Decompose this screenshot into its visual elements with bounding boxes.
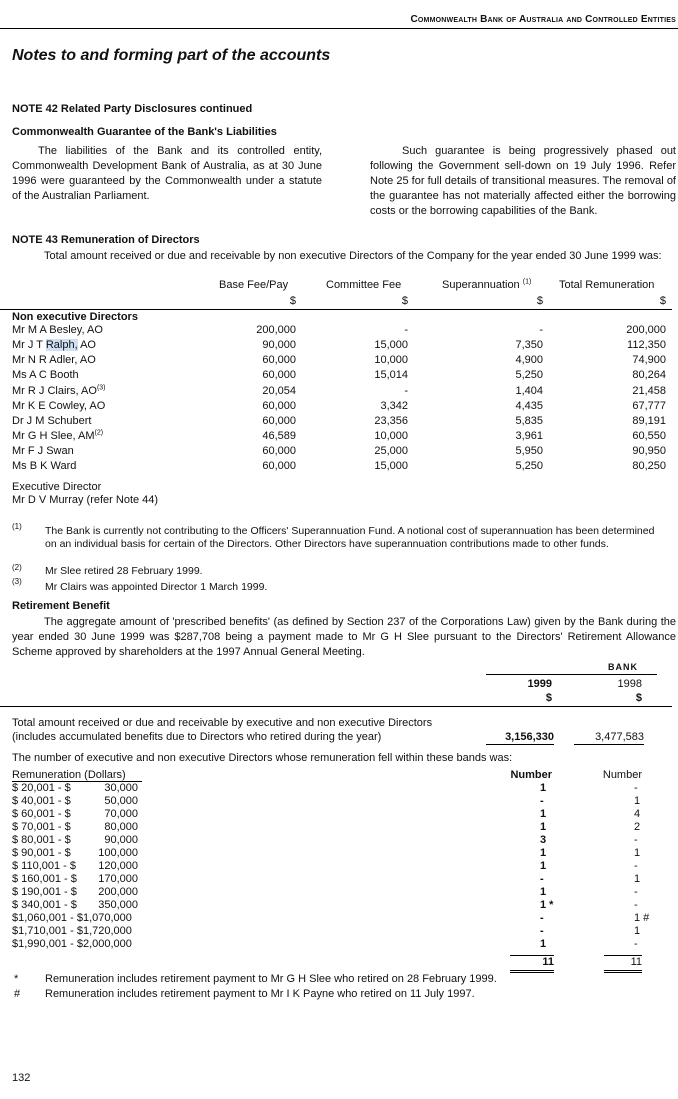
band-count-1999: 1 bbox=[540, 808, 547, 820]
director-row bbox=[0, 353, 678, 368]
band-range-from: $ 20,001 - $ bbox=[12, 782, 71, 794]
band-range-from: $ 160,001 - $ bbox=[12, 873, 77, 885]
director-row bbox=[0, 429, 678, 444]
band-range-to: 70,000 bbox=[104, 808, 138, 820]
band-range-from: $ 110,001 - $ bbox=[12, 860, 77, 872]
director-row bbox=[0, 414, 678, 429]
director-total: 21,458 bbox=[632, 384, 666, 397]
director-name-text: Mr F J Swan bbox=[12, 445, 74, 458]
bands-intro: The number of executive and non executive Directors whose remuneration fell within these bands was: bbox=[12, 752, 513, 764]
director-name bbox=[12, 338, 96, 353]
col-superannuation bbox=[442, 278, 531, 293]
director-base: 60,000 bbox=[262, 354, 296, 367]
band-count-1998: 1 bbox=[634, 847, 641, 859]
director-committee: 15,014 bbox=[374, 369, 408, 382]
director-name-text: Ms A C Booth bbox=[12, 369, 79, 382]
header-rule bbox=[0, 28, 678, 29]
director-name-text: Mr R J Clairs, AO bbox=[12, 384, 97, 397]
director-base: 46,589 bbox=[262, 430, 296, 443]
band-range-from: $ 70,001 - $ bbox=[12, 821, 71, 833]
currency-1998: $ bbox=[635, 692, 642, 704]
director-name bbox=[12, 414, 91, 429]
director-name bbox=[12, 323, 103, 338]
band-count-1999: - bbox=[540, 873, 544, 885]
retirement-table-rule bbox=[0, 706, 672, 707]
guarantee-left-column: The liabilities of the Bank and its controlled entity, Commonwealth Development Bank of Australia, as at 30 June 1996 were guaranteed by the Commonwealth under a statute of the Australian Parliament. bbox=[12, 145, 322, 202]
band-range-to: 90,000 bbox=[104, 834, 138, 846]
band-count-1999: 1 bbox=[540, 782, 547, 794]
director-name-text: Mr N R Adler, AO bbox=[12, 354, 96, 367]
band-range-from: $ 190,001 - $ bbox=[12, 886, 77, 898]
page-number: 132 bbox=[12, 1072, 31, 1084]
bands-header: Remuneration (Dollars) bbox=[12, 769, 126, 781]
count-row bbox=[0, 955, 678, 970]
currency-super: $ bbox=[536, 295, 543, 307]
band-row bbox=[0, 938, 678, 953]
hash-mark: # bbox=[14, 988, 21, 1000]
director-total: 67,777 bbox=[632, 399, 666, 412]
director-committee: 15,000 bbox=[374, 460, 408, 473]
footnote-2-mark: (2) bbox=[12, 563, 22, 572]
director-name-post: AO bbox=[77, 339, 96, 352]
director-name bbox=[12, 459, 76, 474]
band-count-1998: 1 bbox=[634, 795, 641, 807]
director-super: 4,435 bbox=[515, 399, 543, 412]
band-count-1999: - bbox=[540, 925, 544, 937]
director-base: 20,054 bbox=[262, 384, 296, 397]
band-count-1999: 1 bbox=[540, 860, 547, 872]
page-title: Notes to and forming part of the accounts bbox=[12, 47, 331, 64]
director-super: 5,250 bbox=[515, 460, 543, 473]
guarantee-heading: Commonwealth Guarantee of the Bank's Liabilities bbox=[12, 126, 277, 138]
band-count-1998: - bbox=[634, 886, 638, 898]
band-range-to: 120,000 bbox=[98, 860, 138, 872]
band-count-1999: 1 bbox=[540, 847, 547, 859]
currency-header-row bbox=[0, 294, 678, 309]
band-count-1998: 1 bbox=[634, 925, 641, 937]
band-range-from: $1,990,001 - $2,000,000 bbox=[12, 938, 132, 950]
director-name bbox=[12, 429, 103, 444]
director-name bbox=[12, 353, 96, 368]
number-1999-header: Number bbox=[510, 769, 552, 781]
band-count-1999: 1 bbox=[540, 821, 547, 833]
director-name bbox=[12, 399, 105, 414]
band-range-from: $ 80,001 - $ bbox=[12, 834, 71, 846]
asterisk-note bbox=[0, 972, 678, 987]
band-count-1998: 1 bbox=[634, 873, 641, 885]
director-name-text: Mr G H Slee, AM bbox=[12, 430, 95, 443]
col-committee-fee: Committee Fee bbox=[326, 279, 402, 291]
director-name bbox=[12, 444, 74, 459]
footnote-1-text: The Bank is currently not contributing to the Officers' Superannuation Fund. A notional cost of superannuation has been determined on an individual basis for certain of the Directors. Other Directors have superannuation contributions made to other funds. bbox=[45, 525, 655, 550]
total-1998: 3,477,583 bbox=[574, 730, 644, 745]
director-row bbox=[0, 399, 678, 414]
band-count-1998: - bbox=[634, 899, 638, 911]
director-super: - bbox=[539, 324, 543, 336]
band-count-1998: - bbox=[634, 860, 638, 872]
director-name-highlight: Ralph, bbox=[45, 339, 78, 352]
col-super-label: Superannuation bbox=[442, 279, 520, 291]
band-count-1998: 4 bbox=[634, 808, 641, 820]
director-row bbox=[0, 384, 678, 399]
retirement-text: The aggregate amount of 'prescribed benefits' (as defined by Section 237 of the Corporations Law) given by the Bank during the year ended 30 June 1999 was $287,708 being a payment made to Mr G H Slee pursuant to the Directors' Retirement Allowance Scheme approved by shareholders at the 1997 Annual General Meeting. bbox=[12, 616, 676, 658]
director-total: 74,900 bbox=[632, 354, 666, 367]
director-name bbox=[12, 384, 106, 399]
director-row bbox=[0, 338, 678, 353]
director-committee: - bbox=[404, 324, 408, 336]
director-base: 60,000 bbox=[262, 460, 296, 473]
director-name-text: Mr M A Besley, AO bbox=[12, 324, 103, 336]
bank-rule bbox=[486, 674, 657, 675]
year-1998: 1998 bbox=[617, 678, 642, 690]
band-range-to: 170,000 bbox=[98, 873, 138, 885]
director-base: 60,000 bbox=[262, 445, 296, 458]
director-committee: 23,356 bbox=[374, 414, 408, 427]
footnote-2-text: Mr Slee retired 28 February 1999. bbox=[45, 565, 203, 577]
director-base: 60,000 bbox=[262, 369, 296, 382]
asterisk-text: Remuneration includes retirement payment to Mr G H Slee who retired on 28 February 1999. bbox=[45, 973, 497, 985]
director-super: 5,835 bbox=[515, 414, 543, 427]
currency-row bbox=[0, 691, 678, 706]
currency-total: $ bbox=[659, 295, 666, 307]
director-total: 60,550 bbox=[632, 430, 666, 443]
band-range-from: $ 60,001 - $ bbox=[12, 808, 71, 820]
band-range-from: $ 340,001 - $ bbox=[12, 899, 77, 911]
number-1998-header: Number bbox=[602, 769, 642, 781]
footnote-3-text: Mr Clairs was appointed Director 1 March 1999. bbox=[45, 581, 268, 593]
band-count-1999: 1 bbox=[540, 886, 547, 898]
band-count-1998: - bbox=[634, 938, 638, 950]
director-base: 60,000 bbox=[262, 414, 296, 427]
band-range-to: 100,000 bbox=[98, 847, 138, 859]
band-range-from: $ 90,001 - $ bbox=[12, 847, 71, 859]
director-total: 90,950 bbox=[632, 445, 666, 458]
director-total: 80,250 bbox=[632, 460, 666, 473]
director-total: 112,350 bbox=[627, 339, 666, 352]
hash-note bbox=[0, 987, 678, 1002]
note43-intro: Total amount received or due and receivable by non executive Directors of the Company for the year ended 30 June 1999 was: bbox=[44, 250, 662, 262]
count-1999: 11 bbox=[510, 955, 554, 973]
col-total-remuneration: Total Remuneration bbox=[559, 279, 655, 291]
band-count-1999: 1 bbox=[540, 938, 547, 950]
director-row bbox=[0, 368, 678, 383]
running-header: Commonwealth Bank of Australia and Controlled Entities bbox=[410, 14, 676, 25]
band-count-1998: 1 # bbox=[634, 912, 650, 924]
note43-heading: NOTE 43 Remuneration of Directors bbox=[12, 234, 200, 246]
director-note-ref: (3) bbox=[96, 383, 106, 391]
exec-director-name: Mr D V Murray (refer Note 44) bbox=[12, 494, 159, 506]
rule-base bbox=[222, 309, 297, 310]
director-name bbox=[12, 368, 79, 383]
director-base: 200,000 bbox=[256, 324, 296, 336]
director-name-pre: Mr J T bbox=[12, 339, 46, 352]
exec-director-label: Executive Director bbox=[12, 481, 102, 493]
hash-text: Remuneration includes retirement payment to Mr I K Payne who retired on 11 July 1997. bbox=[45, 988, 475, 1000]
director-committee: - bbox=[404, 384, 408, 397]
col-super-note: (1) bbox=[522, 278, 532, 286]
count-1998: 11 bbox=[604, 955, 642, 973]
band-count-1998: - bbox=[634, 834, 638, 846]
director-committee: 15,000 bbox=[374, 339, 408, 352]
band-count-1999: - bbox=[540, 912, 544, 924]
director-note-ref: (2) bbox=[94, 429, 104, 437]
band-range-to: 50,000 bbox=[104, 795, 138, 807]
band-range-to: 350,000 bbox=[98, 899, 138, 911]
year-1999: 1999 bbox=[527, 678, 552, 690]
guarantee-right-column: Such guarantee is being progressively phased out following the Government sell-down on 19 July 1996. Refer Note 25 for full details of transitional measures. The removal of the guarantee has not materially affected either the borrowing costs or the borrowing capabilities of the Bank. bbox=[370, 145, 676, 217]
year-header-row bbox=[0, 677, 678, 692]
col-base-fee: Base Fee/Pay bbox=[219, 279, 289, 291]
bank-label: BANK bbox=[608, 662, 638, 672]
director-super: 7,350 bbox=[515, 339, 543, 352]
currency-committee: $ bbox=[401, 295, 408, 307]
director-row bbox=[0, 459, 678, 474]
director-total: 200,000 bbox=[626, 324, 666, 336]
director-row bbox=[0, 323, 678, 338]
band-count-1998: - bbox=[634, 782, 638, 794]
total-label-1: Total amount received or due and receivable by executive and non executive Directors bbox=[12, 717, 433, 729]
footnote-1-mark: (1) bbox=[12, 522, 22, 531]
director-super: 4,900 bbox=[515, 354, 543, 367]
band-range-to: 200,000 bbox=[98, 886, 138, 898]
director-name-text: Mr K E Cowley, AO bbox=[12, 399, 106, 412]
director-committee: 10,000 bbox=[374, 354, 408, 367]
footnote-3-mark: (3) bbox=[12, 577, 22, 586]
total-1999: 3,156,330 bbox=[486, 730, 554, 745]
remuneration-column-headers bbox=[0, 278, 678, 293]
director-base: 60,000 bbox=[262, 399, 296, 412]
band-count-1999: 3 bbox=[540, 834, 547, 846]
director-super: 5,250 bbox=[515, 369, 543, 382]
director-super: 5,950 bbox=[515, 445, 543, 458]
band-count-1999: - bbox=[540, 795, 544, 807]
director-name-text: Dr J M Schubert bbox=[12, 414, 92, 427]
director-total: 89,191 bbox=[632, 414, 666, 427]
band-range-to: 30,000 bbox=[104, 782, 138, 794]
director-committee: 3,342 bbox=[380, 399, 408, 412]
director-super: 1,404 bbox=[515, 384, 543, 397]
band-range-from: $1,060,001 - $1,070,000 bbox=[12, 912, 132, 924]
currency-base: $ bbox=[289, 295, 296, 307]
director-total: 80,264 bbox=[632, 369, 666, 382]
retirement-heading: Retirement Benefit bbox=[12, 600, 110, 612]
director-super: 3,961 bbox=[515, 430, 543, 443]
band-count-1998: 2 bbox=[634, 821, 641, 833]
director-committee: 10,000 bbox=[374, 430, 408, 443]
director-committee: 25,000 bbox=[374, 445, 408, 458]
asterisk-mark: * bbox=[14, 973, 19, 985]
note42-heading: NOTE 42 Related Party Disclosures continued bbox=[12, 103, 253, 115]
director-base: 90,000 bbox=[262, 339, 296, 352]
director-row bbox=[0, 444, 678, 459]
non-exec-label: Non executive Directors bbox=[12, 311, 138, 323]
director-name-text: Ms B K Ward bbox=[12, 460, 77, 473]
total-label-2: (includes accumulated benefits due to Directors who retired during the year) bbox=[12, 731, 382, 743]
band-range-from: $ 40,001 - $ bbox=[12, 795, 71, 807]
currency-1999: $ bbox=[545, 692, 552, 704]
band-range-to: 80,000 bbox=[104, 821, 138, 833]
band-count-1999: 1 * bbox=[540, 899, 554, 911]
band-range-from: $1,710,001 - $1,720,000 bbox=[12, 925, 132, 937]
